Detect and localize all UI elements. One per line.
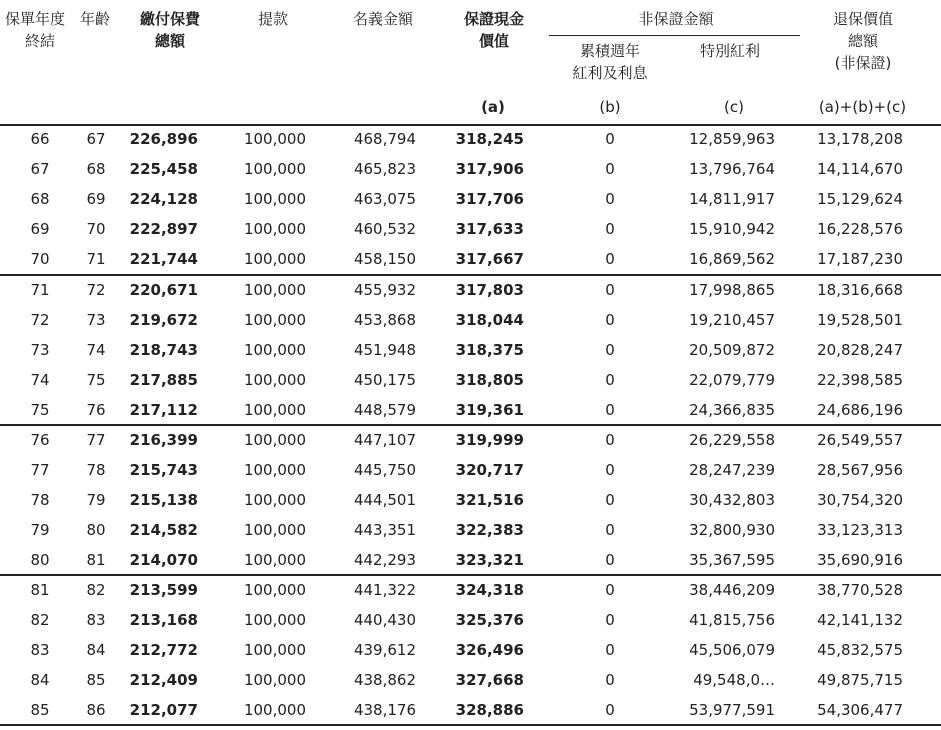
- cell-withdrawal: 100,000: [243, 250, 306, 268]
- cell-withdrawal: 100,000: [243, 341, 306, 359]
- header-surrender-line2: 總額: [847, 32, 878, 50]
- cell-special: 35,367,595: [689, 551, 775, 569]
- cell-gcv: 317,667: [455, 250, 524, 268]
- cell-age: 82: [86, 581, 106, 599]
- cell-total: 17,187,230: [817, 250, 903, 268]
- cell-special: 16,869,562: [689, 250, 775, 268]
- header-group-divider: [549, 35, 800, 36]
- cell-year: 78: [30, 491, 50, 509]
- cell-special: 45,506,079: [689, 641, 775, 659]
- cell-bonus: 0: [605, 371, 615, 389]
- cell-age: 72: [86, 281, 106, 299]
- cell-bonus: 0: [605, 281, 615, 299]
- cell-withdrawal: 100,000: [243, 701, 306, 719]
- cell-notional: 440,430: [353, 611, 416, 629]
- cell-special: 28,247,239: [689, 461, 775, 479]
- cell-premiums: 213,599: [129, 581, 198, 599]
- cell-notional: 458,150: [353, 250, 416, 268]
- cell-premiums: 220,671: [129, 281, 198, 299]
- cell-age: 78: [86, 461, 106, 479]
- cell-notional: 455,932: [353, 281, 416, 299]
- cell-year: 76: [30, 431, 50, 449]
- header-accumulated-bonus-line2: 紅利及利息: [572, 64, 648, 82]
- cell-total: 49,875,715: [817, 671, 903, 689]
- header-surrender-value-total: [818, 8, 908, 74]
- cell-year: 75: [30, 401, 50, 419]
- cell-total: 26,549,557: [817, 431, 903, 449]
- cell-premiums: 226,896: [129, 130, 198, 148]
- cell-withdrawal: 100,000: [243, 491, 306, 509]
- cell-total: 28,567,956: [817, 461, 903, 479]
- cell-bonus: 0: [605, 341, 615, 359]
- cell-special: 24,366,835: [689, 401, 775, 419]
- header-accumulated-bonus-line1: 累積週年: [579, 42, 640, 60]
- cell-premiums: 215,743: [129, 461, 198, 479]
- cell-withdrawal: 100,000: [243, 461, 306, 479]
- cell-notional: 451,948: [353, 341, 416, 359]
- cell-notional: 441,322: [353, 581, 416, 599]
- cell-special: 19,210,457: [689, 311, 775, 329]
- cell-year: 79: [30, 521, 50, 539]
- cell-notional: 460,532: [353, 220, 416, 238]
- cell-year: 85: [30, 701, 50, 719]
- cell-withdrawal: 100,000: [243, 160, 306, 178]
- cell-gcv: 324,318: [455, 581, 524, 599]
- cell-withdrawal: 100,000: [243, 581, 306, 599]
- cell-total: 15,129,624: [817, 190, 903, 208]
- cell-premiums: 219,672: [129, 311, 198, 329]
- cell-bonus: 0: [605, 401, 615, 419]
- header-notional-amount: 名義金額: [353, 10, 414, 28]
- cell-premiums: 215,138: [129, 491, 198, 509]
- cell-bonus: 0: [605, 250, 615, 268]
- cell-bonus: 0: [605, 551, 615, 569]
- cell-special: 49,548,0…: [693, 671, 775, 689]
- cell-age: 71: [86, 250, 106, 268]
- cell-gcv: 318,375: [455, 341, 524, 359]
- cell-bonus: 0: [605, 701, 615, 719]
- cell-premiums: 218,743: [129, 341, 198, 359]
- cell-withdrawal: 100,000: [243, 371, 306, 389]
- cell-age: 67: [86, 130, 106, 148]
- cell-notional: 438,176: [353, 701, 416, 719]
- cell-premiums: 221,744: [129, 250, 198, 268]
- cell-gcv: 318,805: [455, 371, 524, 389]
- cell-year: 69: [30, 220, 50, 238]
- cell-notional: 468,794: [353, 130, 416, 148]
- cell-gcv: 317,706: [455, 190, 524, 208]
- cell-gcv: 327,668: [455, 671, 524, 689]
- cell-age: 74: [86, 341, 106, 359]
- cell-special: 14,811,917: [689, 190, 775, 208]
- cell-total: 13,178,208: [817, 130, 903, 148]
- cell-total: 35,690,916: [817, 551, 903, 569]
- cell-withdrawal: 100,000: [243, 401, 306, 419]
- header-letter-c: (c): [724, 98, 744, 116]
- header-gcv-line1: 保證現金: [463, 10, 524, 28]
- header-guaranteed-cash-value: [455, 8, 533, 52]
- cell-total: 22,398,585: [817, 371, 903, 389]
- header-premiums-total-line1: 繳付保費: [139, 10, 200, 28]
- cell-gcv: 317,633: [455, 220, 524, 238]
- cell-special: 41,815,756: [689, 611, 775, 629]
- cell-notional: 450,175: [353, 371, 416, 389]
- cell-age: 77: [86, 431, 106, 449]
- cell-special: 15,910,942: [689, 220, 775, 238]
- cell-premiums: 213,168: [129, 611, 198, 629]
- cell-withdrawal: 100,000: [243, 220, 306, 238]
- cell-age: 79: [86, 491, 106, 509]
- cell-gcv: 320,717: [455, 461, 524, 479]
- cell-bonus: 0: [605, 431, 615, 449]
- header-gcv-line2: 價值: [478, 32, 509, 50]
- cell-age: 84: [86, 641, 106, 659]
- cell-gcv: 326,496: [455, 641, 524, 659]
- header-age: 年齡: [80, 10, 111, 28]
- cell-special: 38,446,209: [689, 581, 775, 599]
- cell-total: 42,141,132: [817, 611, 903, 629]
- cell-notional: 443,351: [353, 521, 416, 539]
- cell-year: 73: [30, 341, 50, 359]
- cell-withdrawal: 100,000: [243, 130, 306, 148]
- cell-withdrawal: 100,000: [243, 551, 306, 569]
- header-premiums-total-line2: 總額: [154, 32, 185, 50]
- cell-premiums: 216,399: [129, 431, 198, 449]
- cell-age: 73: [86, 311, 106, 329]
- cell-gcv: 317,906: [455, 160, 524, 178]
- cell-total: 24,686,196: [817, 401, 903, 419]
- cell-year: 67: [30, 160, 50, 178]
- cell-bonus: 0: [605, 491, 615, 509]
- cell-bonus: 0: [605, 581, 615, 599]
- group-separator-rule: [0, 424, 941, 426]
- cell-notional: 448,579: [353, 401, 416, 419]
- cell-year: 68: [30, 190, 50, 208]
- cell-year: 81: [30, 581, 50, 599]
- header-non-guaranteed-group: 非保證金額: [638, 10, 714, 28]
- cell-age: 81: [86, 551, 106, 569]
- cell-total: 19,528,501: [817, 311, 903, 329]
- cell-bonus: 0: [605, 461, 615, 479]
- cell-gcv: 318,044: [455, 311, 524, 329]
- cell-notional: 465,823: [353, 160, 416, 178]
- cell-special: 22,079,779: [689, 371, 775, 389]
- cell-year: 82: [30, 611, 50, 629]
- cell-special: 26,229,558: [689, 431, 775, 449]
- cell-notional: 445,750: [353, 461, 416, 479]
- cell-year: 66: [30, 130, 50, 148]
- header-premiums-total: [135, 8, 205, 52]
- cell-premiums: 214,070: [129, 551, 198, 569]
- header-policy-year-end-line1: 保單年度: [5, 10, 66, 28]
- cell-year: 74: [30, 371, 50, 389]
- cell-special: 12,859,963: [689, 130, 775, 148]
- cell-notional: 463,075: [353, 190, 416, 208]
- cell-premiums: 212,409: [129, 671, 198, 689]
- header-special-bonus: 特別紅利: [700, 42, 761, 60]
- cell-age: 86: [86, 701, 106, 719]
- cell-total: 45,832,575: [817, 641, 903, 659]
- group-separator-rule: [0, 274, 941, 276]
- header-withdrawal: 提款: [258, 10, 289, 28]
- cell-gcv: 317,803: [455, 281, 524, 299]
- cell-withdrawal: 100,000: [243, 641, 306, 659]
- header-letter-a: (a): [481, 98, 505, 116]
- header-policy-year-end-line2: 終結: [24, 32, 55, 50]
- cell-total: 16,228,576: [817, 220, 903, 238]
- cell-year: 83: [30, 641, 50, 659]
- cell-total: 33,123,313: [817, 521, 903, 539]
- cell-total: 18,316,668: [817, 281, 903, 299]
- cell-bonus: 0: [605, 521, 615, 539]
- cell-bonus: 0: [605, 641, 615, 659]
- cell-total: 54,306,477: [817, 701, 903, 719]
- cell-year: 77: [30, 461, 50, 479]
- cell-bonus: 0: [605, 190, 615, 208]
- cell-withdrawal: 100,000: [243, 281, 306, 299]
- cell-gcv: 328,886: [455, 701, 524, 719]
- cell-bonus: 0: [605, 671, 615, 689]
- cell-bonus: 0: [605, 130, 615, 148]
- cell-withdrawal: 100,000: [243, 611, 306, 629]
- cell-notional: 438,862: [353, 671, 416, 689]
- cell-year: 71: [30, 281, 50, 299]
- cell-year: 70: [30, 250, 50, 268]
- cell-total: 38,770,528: [817, 581, 903, 599]
- cell-withdrawal: 100,000: [243, 431, 306, 449]
- cell-gcv: 318,245: [455, 130, 524, 148]
- cell-notional: 439,612: [353, 641, 416, 659]
- cell-premiums: 217,885: [129, 371, 198, 389]
- cell-age: 83: [86, 611, 106, 629]
- cell-notional: 447,107: [353, 431, 416, 449]
- cell-premiums: 225,458: [129, 160, 198, 178]
- cell-special: 13,796,764: [689, 160, 775, 178]
- cell-special: 20,509,872: [689, 341, 775, 359]
- cell-premiums: 217,112: [129, 401, 198, 419]
- header-policy-year-end: [5, 8, 75, 52]
- group-separator-rule: [0, 574, 941, 576]
- cell-age: 70: [86, 220, 106, 238]
- cell-age: 68: [86, 160, 106, 178]
- cell-special: 30,432,803: [689, 491, 775, 509]
- header-bottom-rule: [0, 124, 941, 126]
- cell-notional: 453,868: [353, 311, 416, 329]
- cell-withdrawal: 100,000: [243, 311, 306, 329]
- cell-premiums: 222,897: [129, 220, 198, 238]
- cell-age: 69: [86, 190, 106, 208]
- cell-special: 17,998,865: [689, 281, 775, 299]
- cell-bonus: 0: [605, 311, 615, 329]
- cell-premiums: 224,128: [129, 190, 198, 208]
- cell-year: 80: [30, 551, 50, 569]
- cell-bonus: 0: [605, 160, 615, 178]
- cell-gcv: 319,999: [455, 431, 524, 449]
- cell-special: 32,800,930: [689, 521, 775, 539]
- cell-withdrawal: 100,000: [243, 521, 306, 539]
- cell-age: 85: [86, 671, 106, 689]
- cell-notional: 444,501: [353, 491, 416, 509]
- cell-gcv: 319,361: [455, 401, 524, 419]
- cell-withdrawal: 100,000: [243, 671, 306, 689]
- cell-gcv: 321,516: [455, 491, 524, 509]
- cell-premiums: 214,582: [129, 521, 198, 539]
- cell-gcv: 325,376: [455, 611, 524, 629]
- cell-age: 80: [86, 521, 106, 539]
- header-letter-b: (b): [599, 98, 621, 116]
- cell-total: 30,754,320: [817, 491, 903, 509]
- cell-age: 76: [86, 401, 106, 419]
- cell-total: 14,114,670: [817, 160, 903, 178]
- header-surrender-line3: (非保證): [834, 54, 892, 72]
- cell-age: 75: [86, 371, 106, 389]
- cell-withdrawal: 100,000: [243, 190, 306, 208]
- cell-premiums: 212,077: [129, 701, 198, 719]
- cell-gcv: 322,383: [455, 521, 524, 539]
- cell-notional: 442,293: [353, 551, 416, 569]
- cell-gcv: 323,321: [455, 551, 524, 569]
- cell-bonus: 0: [605, 220, 615, 238]
- cell-year: 72: [30, 311, 50, 329]
- cell-total: 20,828,247: [817, 341, 903, 359]
- cell-premiums: 212,772: [129, 641, 198, 659]
- cell-special: 53,977,591: [689, 701, 775, 719]
- header-letter-total: (a)+(b)+(c): [818, 98, 907, 116]
- header-surrender-line1: 退保價值: [832, 10, 893, 28]
- cell-bonus: 0: [605, 611, 615, 629]
- cell-year: 84: [30, 671, 50, 689]
- header-accumulated-bonus: [565, 40, 655, 84]
- table-bottom-rule: [0, 724, 941, 726]
